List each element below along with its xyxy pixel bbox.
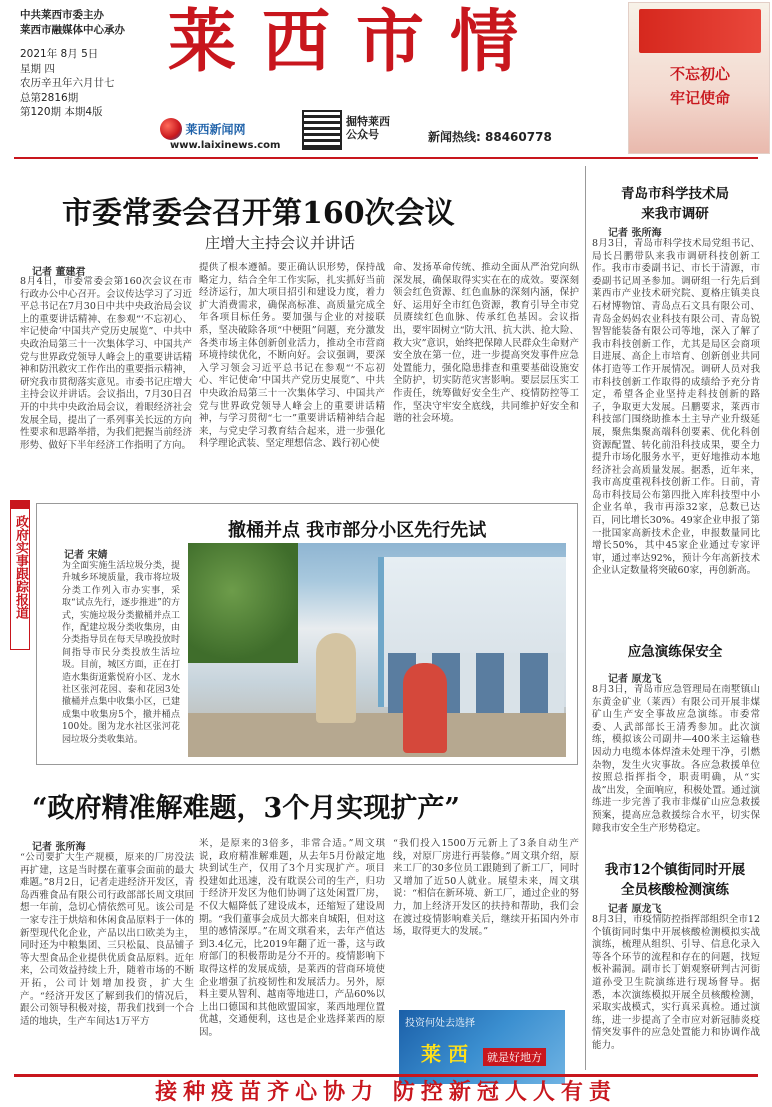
hotline-number: 88460778 — [485, 130, 552, 144]
right-article-a-title — [590, 182, 760, 222]
second-byline: 记者 张所海 — [32, 842, 86, 853]
lead-column-3: 命、发扬革命传统、推动全面从严治党向纵深发展，确保取得实实在在的成效。要深刻领会红色资源、红色血脉的深刻内涵，保护好、运用好全市红色资源，教育引导全市党员赓续红色血脉、传承红色基因。会议指出，要牢固树立“防大汛、抗大洪、抢大险、救大灾”意识，始终把保障人民群众生命财产安全放在第一位，进一步提高突发事件应急处置能力，强化隐患排查和重要基础设施安全防护，切实防范灾害影响。要层层压实工作责任，统筹做好安全生产、疫情防控等工作，坚决守牢安全底线，共同维护好安全和谐的社会环境。 — [393, 262, 579, 425]
hotline — [428, 128, 552, 145]
right-article-c-body: 8月3日，市疫情防控指挥部组织全市12个镇街同时集中开展核酸检测模拟实战演练，梳理从组织、引导、信息化录入等各个环节的流程和存在的问题，找短板补漏洞。副市长丁娟观察研判古河街道孙受卫生院演练进行现场督导。据悉，本次演练模拟开展全员核酸检测，采取实战模式，实行真采真检。通过演练，进一步提高了全市应对新冠肺炎疫情突发事件的应急处置能力和协调作战能力。 — [592, 914, 760, 1051]
promo-banner — [399, 1010, 565, 1084]
second-column-3: “我们投入1500万元新上了3条自动生产线，对原厂房进行再装修。”周文琪介绍，原来工厂的30多位员工跟随到了新工厂，同时又增加了近50人就业。展望未来，周文琪说：“相信在新环境、新工厂，通过企业的努力，加上经济开发区的扶持和帮助，我们会在渡过疫情影响难关后，继续开拓国内外市场，取得更大的发展。” — [393, 838, 579, 938]
second-column-2: 米，是原来的3倍多，非常合适。”周文琪说，政府精准解难题，从去年5月份敲定地块到试生产，仅用了3个月实现扩产。项目投建如此迅速，没有耽误公司的生产，归功于经济开发区为他们协调了这处闲置厂房，不仅大幅降低了建设成本，还缩短了建设周期。“我们董事会成员大都来自城阳，但对这里的感情深厚。”在周文琪看来，去年产值达到3.4亿元，比2019年翻了近一番，这与政府部门的积极帮助是分不开的。疫情影响下取得这样的发展成绩，是莱西的营商环境使企业增强了抗疫韧性和发展活力。另外，原料主要从智利、越南等地进口，产品60%以上出口德国和其他欧盟国家，莱西地理位置优越，交通便利，这也是企业选择莱西的原因。 — [199, 838, 385, 1038]
title-line: 来我市调研 — [641, 206, 709, 222]
feature-body: 为全面实施生活垃圾分类，提升城乡环境质量，我市将垃圾分类工作列入市办实事，采取“试点先行，逐步推进”的方式，实施垃圾分类撤桶并点工作，配建垃圾分类收集房，由分类指导员在每天早晚投放时间指导市民分类投放生活垃圾。目前，城区方面，正在打造水集街道紫悦府小区、龙水社区张河花园、泰和花园3处撤桶并点集中收集小区，已建成集中收集房5个，撤并桶点100处。图为龙水社区张河花园垃圾分类收集站。 — [62, 561, 180, 745]
right-article-b-body: 8月3日，青岛市应急管理局在南墅镇山东黄金矿业（莱西）有限公司开展非煤矿山生产安全事故应急演练。市委常委、人武部部长王清秀参加。此次演练，模拟该公司副井—400米主运输巷因动力电缆本体焊渣未处理干净，引燃杂物，发生火灾事故。各应急救援单位按照总指挥指令，职责明确，从“实战”出发，全面响应，积极处置。通过演练进一步完善了我市非煤矿山应急救援预案，提高应急救援综合水平，切实保障我市安全生产形势稳定。 — [592, 684, 760, 834]
masthead-info — [20, 8, 160, 120]
feature-headline: 撤桶并点 我市部分小区先行先试 — [228, 520, 487, 541]
promo-tag: 就是好地方 — [483, 1048, 546, 1066]
footer-slogan: 接种疫苗齐心协力 防控新冠人人有责 — [14, 1074, 758, 1106]
title-line: 我市12个镇街同时开展 — [604, 862, 746, 878]
sponsor-line: 莱西市融媒体中心承办 — [20, 23, 125, 36]
slogan-banner — [628, 2, 770, 154]
qr-label — [346, 115, 390, 141]
second-headline: “政府精准解难题，3个月实现扩产” — [32, 793, 460, 824]
issue-total: 总第2816期 — [20, 91, 79, 104]
feature-byline: 记者 宋婧 — [64, 550, 108, 561]
site-url[interactable]: www.laixinews.com — [170, 140, 281, 151]
masthead-divider — [14, 157, 758, 159]
column-divider — [585, 166, 586, 1070]
lead-subheadline: 庄增大主持会议并讲话 — [205, 234, 356, 252]
hotline-label: 新闻热线: — [428, 130, 481, 144]
sponsor-line: 中共莱西市委主办 — [20, 9, 104, 21]
right-article-c-byline: 记者 原龙飞 — [608, 904, 662, 915]
lunar-date: 农历辛丑年六月廿七 — [20, 77, 115, 89]
second-column-1: “公司要扩大生产规模，原来的厂房没法再扩建，这是当时摆在董事会面前的最大难题。”8月2日，记者走进经济开发区，青岛西雅食品有限公司行政部部长周文琪回想一年前，急切心情依然可见。该公司是一家专注于烘焙和休闲食品原料于一体的新型现代化企业，产品以出口欧美为主，同时还为中粮集团、三只松鼠、良品铺子等大型食品企业提供优质食品原料。近年来，公司效益持续上升，随着市场的不断开拓，公司计划增加投资，扩大生产。“经济开发区了解到我们的情况后，跟公司领导积极对接，帮我们找到一个合适的地块，生产车间达1万平方 — [20, 852, 194, 1027]
title-line: 全员核酸检测演练 — [621, 882, 729, 898]
banner-line: 不忘初心 — [669, 65, 730, 83]
site-logo[interactable] — [160, 118, 280, 151]
title-line: 青岛市科学技术局 — [621, 186, 729, 202]
qr-code-icon — [302, 110, 342, 150]
garbage-station-photo — [188, 543, 566, 757]
right-article-b-byline: 记者 原龙飞 — [608, 674, 662, 685]
issue-info: 第120期 本期4版 — [20, 106, 103, 118]
party-flag-icon — [639, 9, 761, 53]
section-tag-label: 政府实事跟踪报道 — [13, 515, 28, 619]
globe-icon — [160, 118, 182, 140]
lead-byline: 记者 董建君 — [32, 267, 86, 278]
promo-top-text: 投资何处去选择 — [405, 1018, 475, 1029]
weekday: 星期 四 — [20, 62, 55, 75]
newspaper-title: 莱西市情 — [168, 2, 545, 82]
right-article-a-byline: 记者 张所海 — [608, 228, 662, 239]
lead-column-2: 提供了根本遵循。要正确认识形势，保持战略定力，结合全年工作实际，扎实抓好当前经济运行，加大项目招引和建设力度，着力扩大消费需求，确保高标准、高质量完成全年各项目标任务。要加强与企业的对接联系，坚决破除各项“中梗阻”问题，充分激发各类市场主体创新创业活力，推动全市营商环境持续优化，不断向好。会议强调，要深入学习领会习近平总书记在参观“‘不忘初心、牢记使命’中国共产党历史展览”、中共中央政治局第三十一次集体学习、中国共产党与世界政党领导人峰会上的重要讲话精神，与学习贯彻“七一”重要讲话精神结合起来，与党史学习教育结合起来，进一步强化科学理论武装、坚定理想信念、践行初心使 — [199, 262, 385, 450]
lead-headline: 市委常委会召开第160次会议 — [62, 196, 455, 231]
site-name: 莱西新闻网 — [185, 122, 246, 137]
right-article-a-body: 8月3日，青岛市科学技术局党组书记、局长吕鹏带队来我市调研科技创新工作。我市市委副书记、市长于清源，市委副书记周圣参加。调研组一行先后到莱西市产业技术研究院、夏格庄镇美良石材博物馆、青岛点石文具有限公司、青岛金妈妈农业科技有限公司、青岛锐智智能装备有限公司等地，深入了解了我市科技创新工作，尤其是局区会商项目进展、高企上市培育、创新创业共同体打造等工作开展情况。调研人员对我市科技创新工作取得的成绩给予充分肯定，希望各企业坚持走科技创新的路子，争取更大发展。吕鹏要求，莱西市科技部门围绕助推本土主导产业升级延展，聚焦集聚高端科创要素、优化科创资源配置、转化前沿科技成果，要全力提升市场化服务水平，更好地推动本地经济社会高质量发展。据悉，近年来，我市高度重视科技创新工作。日前，青岛市科技局公布第四批入库科技型中小企业名单，我市再添32家，总数已达百，同比增长30%。49家企业申报了第一批国家高新技术企业，申报数量同比增长50%，其中45家企业通过专家评审，通过率达92%，预计今年高新技术企业认定数量将突破60家，再创新高。 — [592, 238, 760, 577]
right-article-b-title: 应急演练保安全 — [627, 644, 723, 660]
lead-column-1: 8月4日，市委常委会第160次会议在市行政办公中心召开。会议传达学习了习近平总书记在7月30日中共中央政治局会议上的重要讲话精神、在参观“‘不忘初心、牢记使命’中国共产党历史展览”、中共中央政治局第三十一次集体学习、中国共产党与世界政党领导人峰会上的重要讲话精神和防汛救灾工作作出的重要指示精神，研究我市贯彻落实意见。市委书记庄增大主持会议并讲话。会议指出，7月30日召开的中共中央政治局会议，着眼经济社会发展全局，提出了一系列事关长远的方向性要求和思路举措，为我们把握当前经济形势、做好下半年经济工作指明了方向。 — [20, 276, 192, 451]
qr-label-line: 公众号 — [346, 128, 379, 141]
right-article-c-title — [590, 858, 760, 898]
section-tag — [10, 500, 30, 650]
promo-main-text: 莱 西 — [421, 1042, 468, 1066]
issue-date: 2021年 8月 5日 — [20, 48, 99, 60]
qr-label-line: 掘特莱西 — [346, 115, 390, 128]
banner-line: 牢记使命 — [669, 89, 730, 107]
